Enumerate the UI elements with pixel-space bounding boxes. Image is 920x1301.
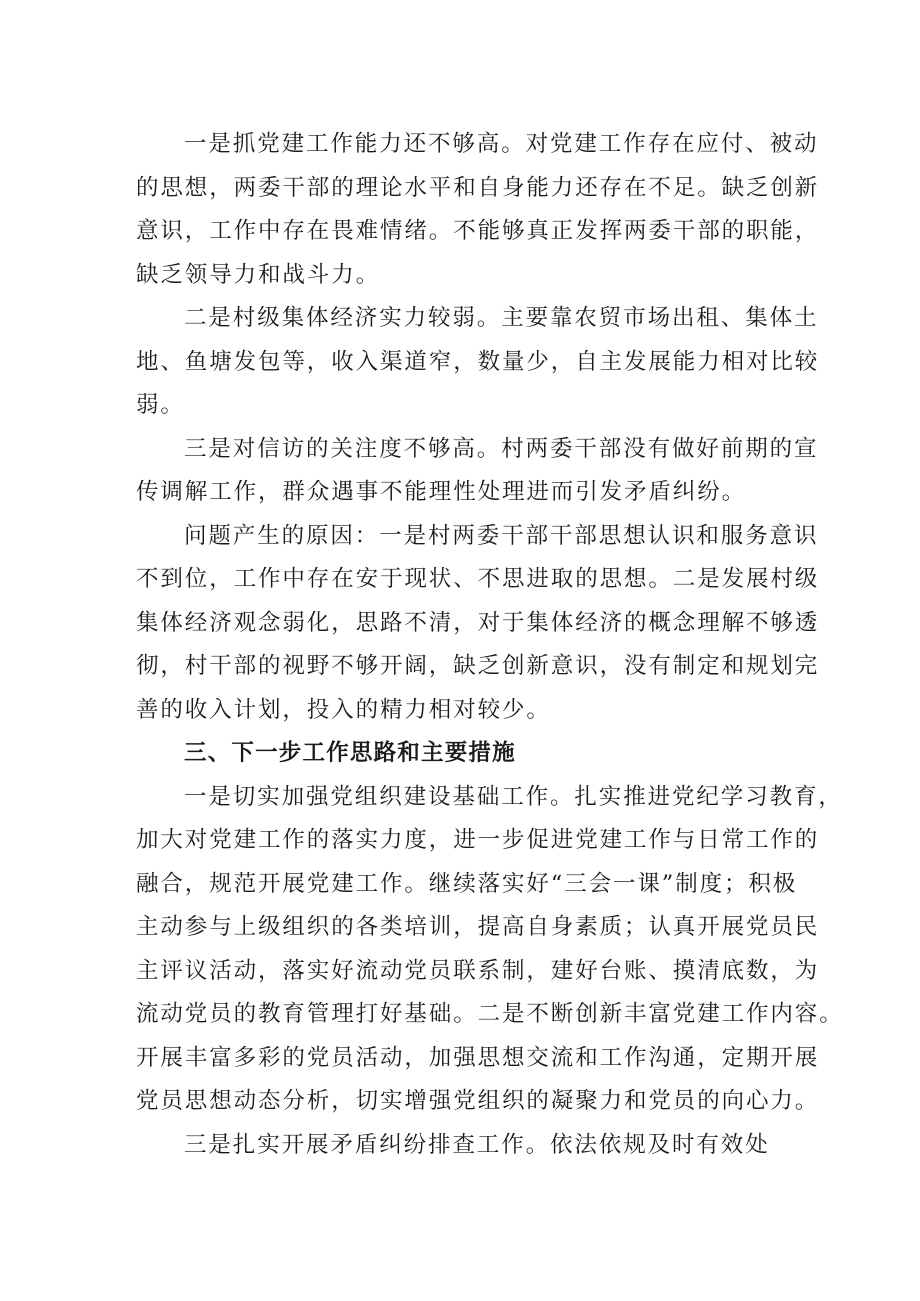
text-line: 集体经济观念弱化，思路不清，对于集体经济的概念理解不够透 bbox=[136, 609, 820, 636]
text-line: 不到位，工作中存在安于现状、不思进取的思想。二是发展村级 bbox=[136, 566, 820, 592]
paragraph-party-building-ability bbox=[136, 123, 820, 297]
text-line: 流动党员的教育管理打好基础。二是不断创新丰富党建工作内容。 bbox=[136, 1001, 844, 1027]
text-line: 弱。 bbox=[136, 392, 185, 418]
text-line: 党员思想动态分析，切实增强党组织的凝聚力和党员的向心力。 bbox=[136, 1088, 820, 1114]
text-line: 主动参与上级组织的各类培训，提高自身素质；认真开展党员民 bbox=[136, 914, 820, 940]
text-line: 一是抓党建工作能力还不够高。对党建工作存在应付、被动 bbox=[184, 131, 819, 157]
text-line: 传调解工作，群众遇事不能理性处理进而引发矛盾纠纷。 bbox=[136, 479, 747, 505]
text-line: 加大对党建工作的落实力度，进一步促进党建工作与日常工作的 bbox=[136, 827, 820, 853]
text-line: 善的收入计划，投入的精力相对较少。 bbox=[136, 696, 551, 723]
text-line: 问题产生的原因：一是村两委干部干部思想认识和服务意识 bbox=[184, 522, 819, 549]
paragraph-petition-attention bbox=[136, 428, 819, 515]
text-line: 地、鱼塘发包等，收入渠道窄，数量少，自主发展能力相对比较 bbox=[136, 348, 820, 375]
text-line: 彻，村干部的视野不够开阔，缺乏创新意识，没有制定和规划完 bbox=[136, 653, 820, 679]
paragraph-collective-economy bbox=[136, 297, 820, 428]
paragraph-strengthen-party-organization bbox=[136, 776, 844, 1124]
paragraph-problem-causes bbox=[136, 515, 820, 733]
paragraph-dispute-screening bbox=[136, 1124, 786, 1168]
text-line: 三是扎实开展矛盾纠纷排查工作。依法依规及时有效处 bbox=[184, 1131, 770, 1158]
text-line: 的思想，两委干部的理论水平和自身能力还存在不足。缺乏创新 bbox=[136, 174, 820, 201]
text-line: 一是切实加强党组织建设基础工作。扎实推进党纪学习教育， bbox=[184, 783, 843, 810]
text-line: 融合，规范开展党建工作。继续落实好“三会一课”制度；积极 bbox=[136, 870, 798, 897]
text-line: 缺乏领导力和战斗力。 bbox=[136, 261, 381, 288]
text-line: 二是村级集体经济实力较弱。主要靠农贸市场出租、集体土 bbox=[184, 305, 819, 331]
text-line: 主评议活动，落实好流动党员联系制，建好台账、摸清底数，为 bbox=[136, 957, 820, 984]
document-body bbox=[136, 123, 844, 1167]
section-heading: 三、下一步工作思路和主要措施 bbox=[184, 740, 516, 766]
text-line: 开展丰富多彩的党员活动，加强思想交流和工作沟通，定期开展 bbox=[136, 1044, 820, 1071]
text-line: 意识，工作中存在畏难情绪。不能够真正发挥两委干部的职能， bbox=[136, 218, 820, 244]
text-line: 三是对信访的关注度不够高。村两委干部没有做好前期的宣 bbox=[184, 435, 819, 462]
